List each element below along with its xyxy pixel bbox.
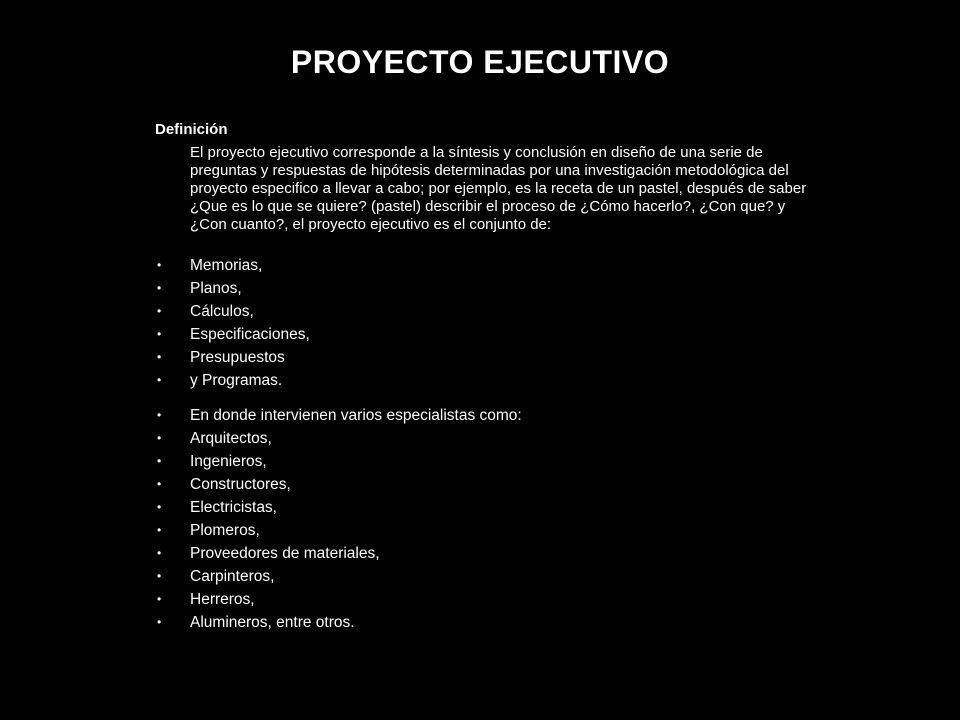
definition-heading: Definición (155, 121, 228, 138)
bullet-icon: • (157, 500, 162, 514)
list-item (155, 300, 820, 323)
bullet-icon: • (157, 546, 162, 560)
list-item-text: En donde intervienen varios especialistas como: (190, 407, 522, 424)
bullet-icon: • (157, 477, 162, 491)
list-item-text: Carpinteros, (190, 568, 275, 585)
bullet-icon: • (157, 373, 162, 387)
list-item-text: Proveedores de materiales, (190, 545, 380, 562)
bullet-icon: • (157, 454, 162, 468)
bullet-icon: • (157, 327, 162, 341)
list-item (155, 254, 820, 277)
list-item (155, 473, 820, 496)
list-item-text: Herreros, (190, 591, 255, 608)
list-item (155, 450, 820, 473)
list-item (155, 427, 820, 450)
list-item-text: Arquitectos, (190, 430, 272, 447)
list-item (155, 369, 820, 392)
list-item (155, 496, 820, 519)
bullet-icon: • (157, 304, 162, 318)
definition-paragraph: El proyecto ejecutivo corresponde a la síntesis y conclusión en diseño de una serie de preguntas y respuestas de hipótesis determinadas por una investigación metodológica del proyecto especifico a llevar a cabo; por ejemplo, es la receta de un pastel, después de saber ¿Que es lo que se quiere? (pastel) describir el proceso de ¿Cómo hacerlo?, ¿Con que? y ¿Con cuanto?, el proyecto ejecutivo es el conjunto de: (190, 144, 807, 233)
bullet-icon: • (157, 431, 162, 445)
list-item-text: Ingenieros, (190, 453, 267, 470)
list-item (155, 588, 820, 611)
list-item-text: Cálculos, (190, 303, 254, 320)
list-item (155, 277, 820, 300)
bullet-icon: • (157, 350, 162, 364)
list-item (155, 565, 820, 588)
bullet-icon: • (157, 281, 162, 295)
documents-list (155, 254, 820, 392)
list-item (155, 542, 820, 565)
bullet-icon: • (157, 523, 162, 537)
list-item-text: Memorias, (190, 257, 263, 274)
list-item-text: Presupuestos (190, 349, 285, 366)
specialists-list (155, 404, 820, 634)
list-item-text: Electricistas, (190, 499, 277, 516)
list-item (155, 611, 820, 634)
list-item (155, 519, 820, 542)
list-item (155, 346, 820, 369)
list-item-text: Plomeros, (190, 522, 260, 539)
list-item (155, 323, 820, 346)
list-item-text: Especificaciones, (190, 326, 310, 343)
bullet-icon: • (157, 615, 162, 629)
bullet-icon: • (157, 592, 162, 606)
slide-title: PROYECTO EJECUTIVO (290, 44, 670, 80)
list-spacer (155, 392, 820, 404)
list-item-text: Alumineros, entre otros. (190, 614, 355, 631)
list-item-text: y Programas. (190, 372, 283, 389)
list-item-text: Constructores, (190, 476, 291, 493)
bullet-icon: • (157, 408, 162, 422)
list-item-text: Planos, (190, 280, 242, 297)
slide-content (155, 120, 820, 634)
list-item (155, 404, 820, 427)
bullet-icon: • (157, 569, 162, 583)
bullet-icon: • (157, 258, 162, 272)
